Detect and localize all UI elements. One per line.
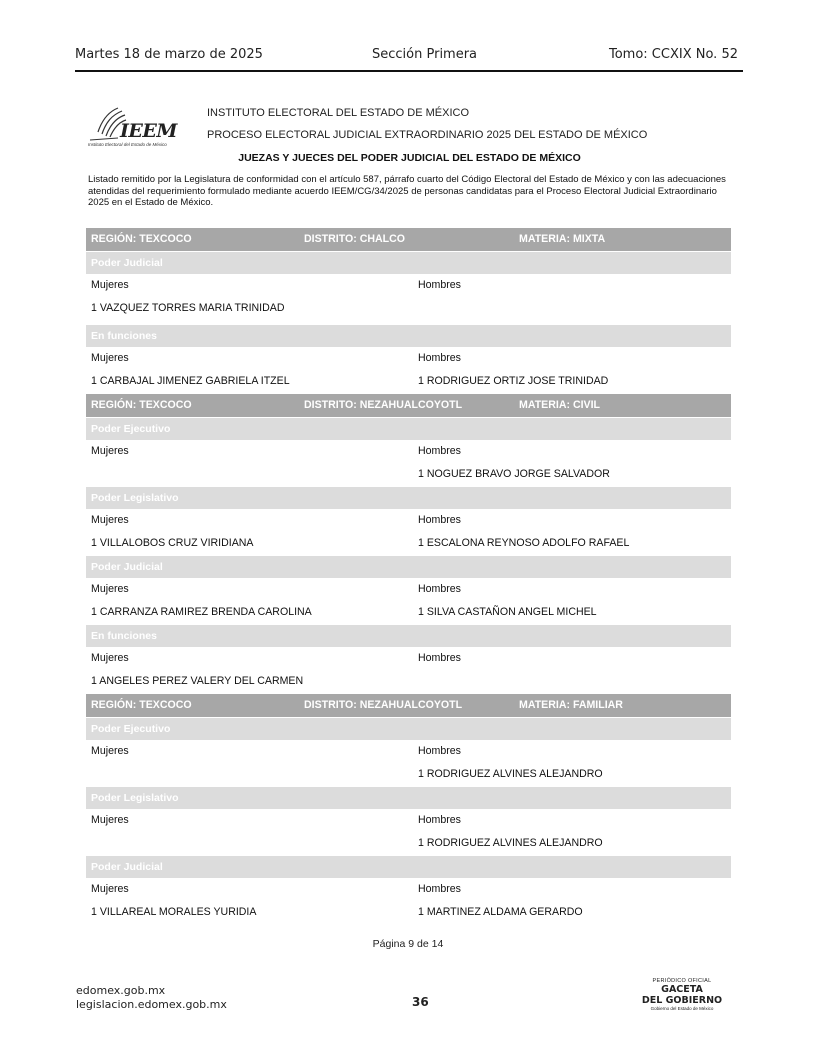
candidate-row [86,464,731,487]
men-candidate: 1 MARTINEZ ALDAMA GERARDO [418,906,583,918]
men-candidate: 1 RODRIGUEZ ALVINES ALEJANDRO [418,837,603,849]
women-label: Mujeres [91,514,129,526]
matter-label: MATERIA: CIVIL [519,399,601,411]
men-label: Hombres [418,352,461,364]
women-candidate: 1 ANGELES PEREZ VALERY DEL CARMEN [91,675,304,687]
institution-name: INSTITUTO ELECTORAL DEL ESTADO DE MÉXICO [207,107,470,119]
women-label: Mujeres [91,279,129,291]
candidate-row [86,602,731,625]
label-row [86,810,731,833]
gazette-tome: Tomo: CCXIX No. 52 [608,47,738,62]
candidates-table [86,228,731,925]
gazette-header [75,46,743,72]
region-label: REGIÓN: TEXCOCO [91,233,192,245]
men-candidate: 1 ESCALONA REYNOSO ADOLFO RAFAEL [418,537,630,549]
gazette-logo-line2: GACETA [661,984,703,995]
women-label: Mujeres [91,652,129,664]
label-row [86,741,731,764]
women-candidate: 1 VILLAREAL MORALES YURIDIA [91,906,257,918]
section-name: Poder Legislativo [91,492,179,504]
label-row [86,510,731,533]
candidate-row [86,833,731,856]
gazette-logo-line1: PERIÓDICO OFICIAL [652,978,712,984]
section-name: Poder Judicial [91,257,163,269]
gazette-logo-line4: Gobierno del Estado de México [650,1006,714,1011]
gazette-logo [634,978,730,1011]
men-candidate: 1 SILVA CASTAÑON ANGEL MICHEL [418,606,597,618]
candidate-row [86,298,731,321]
ieem-logo-text: IEEM [120,120,177,142]
women-label: Mujeres [91,352,129,364]
candidate-row [86,902,731,925]
women-candidate: 1 CARRANZA RAMIREZ BRENDA CAROLINA [91,606,312,618]
gazette-logo-line3: DEL GOBIERNO [641,995,723,1006]
process-name: PROCESO ELECTORAL JUDICIAL EXTRAORDINARIO 2025 DEL ESTADO DE MÉXICO [207,129,648,141]
label-row [86,648,731,671]
candidate-row [86,764,731,787]
section-name: Poder Legislativo [91,792,179,804]
section-name: En funciones [91,630,157,642]
document-title: JUEZAS Y JUECES DEL PODER JUDICIAL DEL ESTADO DE MÉXICO [238,152,581,164]
region-label: REGIÓN: TEXCOCO [91,399,192,411]
matter-label: MATERIA: MIXTA [519,233,606,245]
section-header [86,487,731,509]
label-row [86,879,731,902]
section-header [86,856,731,878]
intro-paragraph: Listado remitido por la Legislatura de conformidad con el artículo 587, párrafo cuarto del Código Electoral del Estado de México y con las adecuaciones atendidas del requerimiento formulado mediante acuerdo IEEM/CG/34/2025 de personas candidatas para el Proceso Electoral Judicial Extraordinario 2025 en el Estado de México. [88,174,726,209]
men-candidate: 1 RODRIGUEZ ORTIZ JOSE TRINIDAD [418,375,609,387]
women-candidate: 1 VAZQUEZ TORRES MARIA TRINIDAD [91,302,285,314]
women-label: Mujeres [91,745,129,757]
gazette-date: Martes 18 de marzo de 2025 [75,47,263,62]
block-header [86,228,731,251]
section-header [86,418,731,440]
footer-page-number: 36 [412,995,429,1009]
men-candidate: 1 RODRIGUEZ ALVINES ALEJANDRO [418,768,603,780]
section-name: Poder Judicial [91,561,163,573]
women-candidate: 1 CARBAJAL JIMENEZ GABRIELA ITZEL [91,375,290,387]
label-row [86,579,731,602]
block-header [86,394,731,417]
section-name: Poder Judicial [91,861,163,873]
section-name: Poder Ejecutivo [91,423,171,435]
section-header [86,787,731,809]
men-label: Hombres [418,279,461,291]
section-header [86,556,731,578]
men-label: Hombres [418,445,461,457]
footer-link-edomex[interactable]: edomex.gob.mx [76,984,166,997]
men-candidate: 1 NOGUEZ BRAVO JORGE SALVADOR [418,468,610,480]
label-row [86,275,731,298]
section-header [86,718,731,740]
block-header [86,694,731,717]
section-name: En funciones [91,330,157,342]
district-label: DISTRITO: CHALCO [304,233,406,245]
men-label: Hombres [418,583,461,595]
women-candidate: 1 VILLALOBOS CRUZ VIRIDIANA [91,537,254,549]
label-row [86,441,731,464]
candidate-row [86,671,731,694]
men-label: Hombres [418,652,461,664]
women-label: Mujeres [91,814,129,826]
section-name: Poder Ejecutivo [91,723,171,735]
men-label: Hombres [418,814,461,826]
women-label: Mujeres [91,883,129,895]
women-label: Mujeres [91,445,129,457]
footer-link-legislacion[interactable]: legislacion.edomex.gob.mx [76,998,227,1011]
label-row [86,348,731,371]
district-label: DISTRITO: NEZAHUALCOYOTL [304,399,463,411]
men-label: Hombres [418,514,461,526]
candidate-row [86,533,731,556]
ieem-logo-caption: Instituto Electoral del Estado de México [88,142,167,147]
page-label: Página 9 de 14 [372,938,444,950]
women-label: Mujeres [91,583,129,595]
candidate-row [86,371,731,394]
footer-links [76,984,227,1012]
men-label: Hombres [418,745,461,757]
section-header [86,625,731,647]
region-label: REGIÓN: TEXCOCO [91,699,192,711]
men-label: Hombres [418,883,461,895]
district-label: DISTRITO: NEZAHUALCOYOTL [304,699,463,711]
section-header [86,325,731,347]
matter-label: MATERIA: FAMILIAR [519,699,623,711]
gazette-section: Sección Primera [372,47,478,62]
section-header [86,252,731,274]
